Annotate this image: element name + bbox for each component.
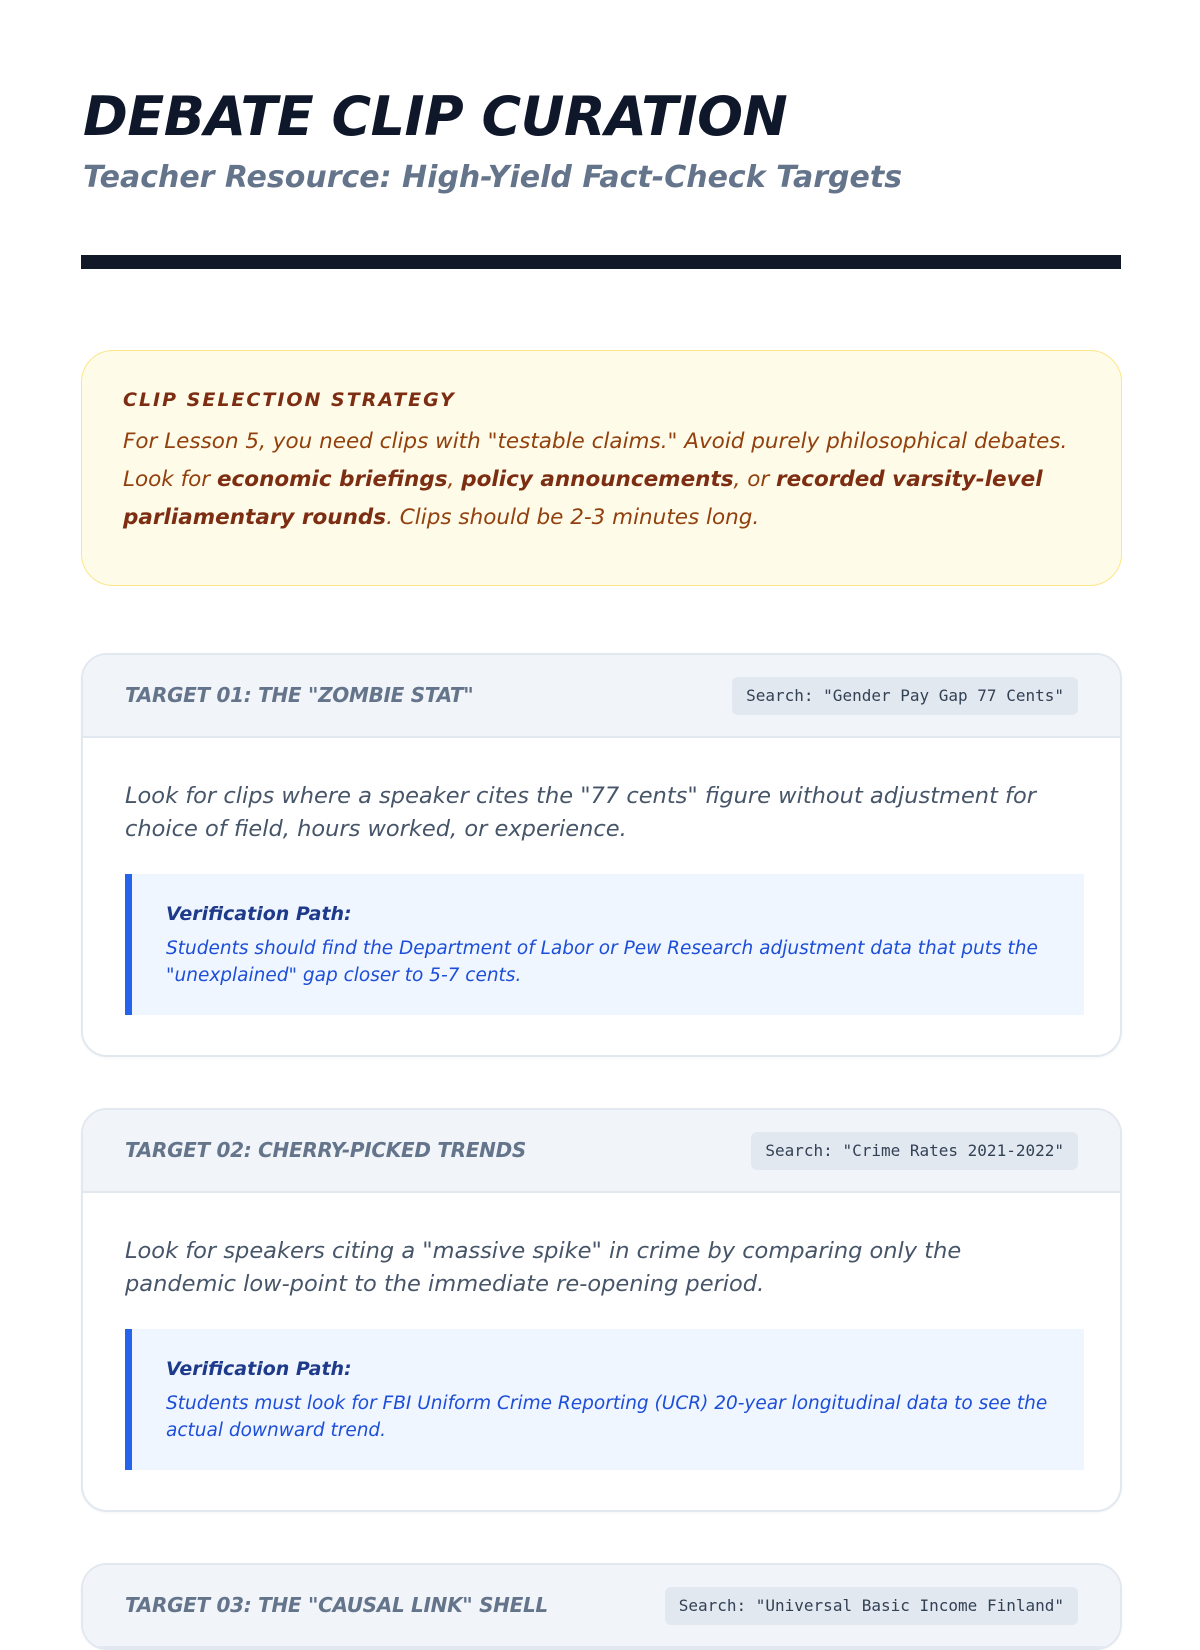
strategy-separator: , [447,467,462,492]
target-card-header [83,1110,1120,1193]
verification-path-box [125,1329,1084,1470]
page-subtitle: Teacher Resource: High-Yield Fact-Check Targets [83,160,903,195]
target-card-header [83,655,1120,738]
verification-path-box [125,874,1084,1015]
strategy-callout [81,350,1122,586]
strategy-highlight-policy: policy announcements [461,467,734,492]
strategy-separator: , or [733,467,777,492]
target-card-body [83,738,1120,1055]
page-title: DEBATE CLIP CURATION [83,85,788,148]
target-label: TARGET 01: THE "ZOMBIE STAT" [125,683,474,707]
strategy-highlight-economic: economic briefings [216,467,448,492]
search-query-tag[interactable]: Search: "Crime Rates 2021-2022" [751,1132,1078,1170]
target-card-03 [81,1563,1122,1650]
target-card-header [83,1565,1120,1648]
strategy-highlight-parliamentary: recorded varsity-level parliamentary rounds [123,467,1043,530]
verification-path-title: Verification Path: [166,1358,352,1380]
target-label: TARGET 03: THE "CAUSAL LINK" SHELL [125,1593,548,1617]
target-card-02 [81,1108,1122,1512]
strategy-text-outro: . Clips should be 2-3 minutes long. [386,505,760,530]
target-description: Look for clips where a speaker cites the "77 cents" figure without adjustment for choice of field, hours worked, or experience. [125,783,1036,842]
target-description: Look for speakers citing a "massive spike" in crime by comparing only the pandemic low-point to the immediate re-opening period. [125,1238,962,1297]
search-query-tag[interactable]: Search: "Universal Basic Income Finland" [665,1587,1078,1625]
verification-path-text: Students should find the Department of Labor or Pew Research adjustment data that puts the "unexplained" gap closer to 5-7 cents. [166,938,1038,986]
strategy-text [123,423,1081,537]
header-divider [81,255,1121,269]
verification-path-text: Students must look for FBI Uniform Crime Reporting (UCR) 20-year longitudinal data to see the actual downward trend. [166,1393,1048,1441]
search-query-tag[interactable]: Search: "Gender Pay Gap 77 Cents" [732,677,1078,715]
target-card-body [83,1193,1120,1510]
verification-path-title: Verification Path: [166,903,352,925]
target-label: TARGET 02: CHERRY-PICKED TRENDS [125,1138,526,1162]
target-card-01 [81,653,1122,1057]
strategy-text-intro: For Lesson 5, you need clips with "testable claims." Avoid purely philosophical debates. Look for [123,429,1068,492]
strategy-title: CLIP SELECTION STRATEGY [123,389,456,411]
